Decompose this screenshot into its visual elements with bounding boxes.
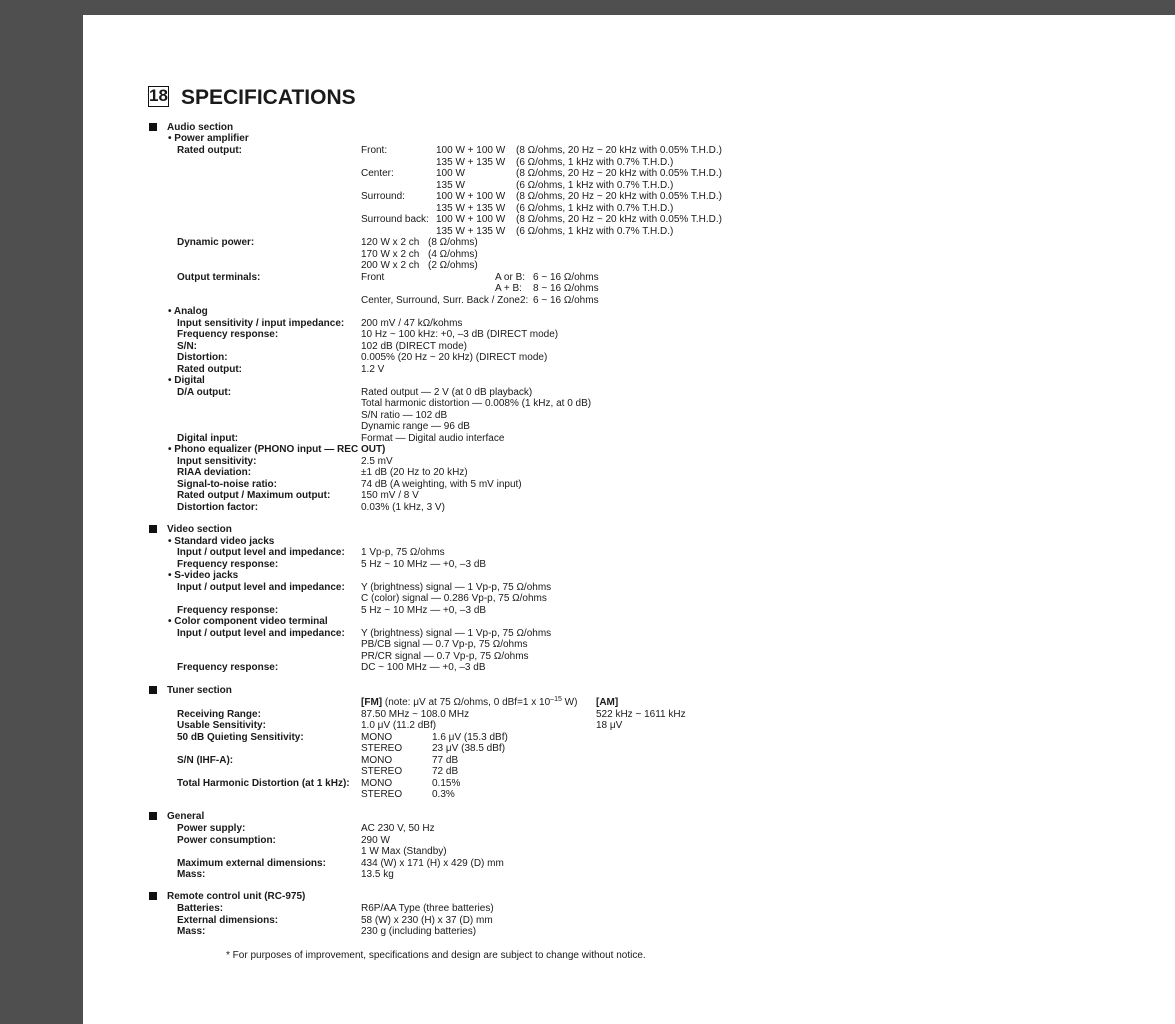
video-section-heading: Video section: [167, 524, 232, 535]
power-value: 100 W: [436, 168, 465, 179]
dynamic-power-value: 200 W x 2 ch: [361, 260, 420, 271]
condition-text: (6 Ω/ohms, 1 kHz with 0.7% T.H.D.): [516, 203, 674, 214]
mode-value: 23 μV (38.5 dBf): [432, 743, 506, 754]
power-value: 135 W + 135 W: [436, 157, 506, 168]
power-value: 100 W + 100 W: [436, 191, 506, 202]
spec-value: Y (brightness) signal — 1 Vp-p, 75 Ω/ohms: [361, 582, 552, 593]
spec-label: Total Harmonic Distortion (at 1 kHz):: [177, 778, 350, 789]
am-tag: [AM]: [596, 697, 619, 708]
spec-label: S/N (IHF-A):: [177, 755, 234, 766]
fm-note: (note: μV at 75 Ω/ohms, 0 dBf=1 x 10: [384, 697, 551, 708]
spec-value: 0.005% (20 Hz ~ 20 kHz) (DIRECT mode): [361, 352, 548, 363]
condition-text: (6 Ω/ohms, 1 kHz with 0.7% T.H.D.): [516, 157, 674, 168]
mode-value: 0.15%: [432, 778, 461, 789]
mode-label: MONO: [361, 755, 393, 766]
digital-heading: • Digital: [168, 375, 205, 386]
spec-value: R6P/AA Type (three batteries): [361, 903, 494, 914]
section-number-box: 18: [149, 86, 168, 105]
dynamic-power-condition: (8 Ω/ohms): [428, 237, 478, 248]
condition-text: (8 Ω/ohms, 20 Hz ~ 20 kHz with 0.05% T.H.D.): [516, 191, 722, 202]
section-bullet-square: [149, 123, 157, 131]
spec-value: 434 (W) x 171 (H) x 429 (D) mm: [361, 858, 504, 869]
spec-label: Frequency response:: [177, 662, 279, 673]
page-title: SPECIFICATIONS: [181, 86, 356, 109]
spec-value: 58 (W) x 230 (H) x 37 (D) mm: [361, 915, 493, 926]
power-value: 100 W + 100 W: [436, 145, 506, 156]
footnote: * For purposes of improvement, specifications and design are subject to change without notice.: [226, 950, 646, 961]
spec-value: AC 230 V, 50 Hz: [361, 823, 435, 834]
aplusb-label: A + B:: [495, 283, 522, 294]
spec-label: Distortion factor:: [177, 502, 259, 513]
spec-value: 5 Hz ~ 10 MHz — +0, –3 dB: [361, 605, 487, 616]
mode-label: STEREO: [361, 743, 403, 754]
spec-value: 1 W Max (Standby): [361, 846, 447, 857]
dynamic-power-value: 120 W x 2 ch: [361, 237, 420, 248]
other-channels-value: 6 ~ 16 Ω/ohms: [533, 295, 599, 306]
mode-value: 0.3%: [432, 789, 455, 800]
da-output-value: Rated output — 2 V (at 0 dB playback): [361, 387, 533, 398]
spec-label: External dimensions:: [177, 915, 279, 926]
tuner-section-heading: Tuner section: [167, 685, 232, 696]
mode-label: STEREO: [361, 789, 403, 800]
ab-value: 6 ~ 16 Ω/ohms: [533, 272, 599, 283]
power-amplifier-heading: • Power amplifier: [168, 133, 249, 144]
spec-label: Signal-to-noise ratio:: [177, 479, 277, 490]
condition-text: (8 Ω/ohms, 20 Hz ~ 20 kHz with 0.05% T.H.D.): [516, 145, 722, 156]
spec-value: 150 mV / 8 V: [361, 490, 419, 501]
spec-label: Batteries:: [177, 903, 224, 914]
s-video-heading: • S-video jacks: [168, 570, 239, 581]
spec-label: Maximum external dimensions:: [177, 858, 326, 869]
spec-value: 10 Hz ~ 100 kHz: +0, –3 dB (DIRECT mode): [361, 329, 559, 340]
spec-value: ±1 dB (20 Hz to 20 kHz): [361, 467, 468, 478]
channel-label: Front:: [361, 145, 388, 156]
fm-value: 1.0 μV (11.2 dBf): [361, 720, 437, 731]
spec-value: 102 dB (DIRECT mode): [361, 341, 467, 352]
spec-label: Frequency response:: [177, 559, 279, 570]
spec-value: PB/CB signal — 0.7 Vp-p, 75 Ω/ohms: [361, 639, 528, 650]
audio-section-heading: Audio section: [167, 122, 234, 133]
spec-label: Input / output level and impedance:: [177, 547, 345, 558]
da-output-value: Dynamic range — 96 dB: [361, 421, 470, 432]
power-value: 100 W + 100 W: [436, 214, 506, 225]
digital-input-label: Digital input:: [177, 433, 239, 444]
spec-label: Power supply:: [177, 823, 246, 834]
power-value: 135 W + 135 W: [436, 203, 506, 214]
spec-label: Mass:: [177, 926, 206, 937]
spec-value: 1 Vp-p, 75 Ω/ohms: [361, 547, 445, 558]
spec-value: 13.5 kg: [361, 869, 394, 880]
channel-label: Surround back:: [361, 214, 429, 225]
da-output-label: D/A output:: [177, 387, 232, 398]
analog-heading: • Analog: [168, 306, 208, 317]
spec-label: 50 dB Quieting Sensitivity:: [177, 732, 304, 743]
condition-text: (6 Ω/ohms, 1 kHz with 0.7% T.H.D.): [516, 226, 674, 237]
power-value: 135 W: [436, 180, 465, 191]
spec-label: RIAA deviation:: [177, 467, 252, 478]
remote-section-heading: Remote control unit (RC-975): [167, 891, 306, 902]
spec-label: Distortion:: [177, 352, 228, 363]
condition-text: (8 Ω/ohms, 20 Hz ~ 20 kHz with 0.05% T.H.D.): [516, 214, 722, 225]
spec-label: Usable Sensitivity:: [177, 720, 266, 731]
ab-label: A or B:: [495, 272, 526, 283]
am-value: 522 kHz ~ 1611 kHz: [596, 709, 686, 720]
fm-value: 87.50 MHz ~ 108.0 MHz: [361, 709, 470, 720]
spec-value: 1.2 V: [361, 364, 385, 375]
channel-label: Center:: [361, 168, 394, 179]
fm-header: [361, 697, 577, 708]
spec-label: Mass:: [177, 869, 206, 880]
da-output-value: Total harmonic distortion — 0.008% (1 kHz, at 0 dB): [361, 398, 592, 409]
power-value: 135 W + 135 W: [436, 226, 506, 237]
mode-value: 1.6 μV (15.3 dBf): [432, 732, 508, 743]
da-output-value: S/N ratio — 102 dB: [361, 410, 448, 421]
channel-label: Surround:: [361, 191, 405, 202]
mode-label: STEREO: [361, 766, 403, 777]
dynamic-power-condition: (4 Ω/ohms): [428, 249, 478, 260]
spec-value: Y (brightness) signal — 1 Vp-p, 75 Ω/ohms: [361, 628, 552, 639]
other-channels-label: Center, Surround, Surr. Back / Zone2:: [361, 295, 529, 306]
dynamic-power-value: 170 W x 2 ch: [361, 249, 420, 260]
section-bullet-square: [149, 686, 157, 694]
front-label: Front: [361, 272, 385, 283]
fm-note-end: W): [561, 697, 578, 708]
condition-text: (6 Ω/ohms, 1 kHz with 0.7% T.H.D.): [516, 180, 674, 191]
dynamic-power-condition: (2 Ω/ohms): [428, 260, 478, 271]
mode-label: MONO: [361, 778, 393, 789]
phono-heading: • Phono equalizer (PHONO input — REC OUT): [168, 444, 386, 455]
spec-value: 290 W: [361, 835, 390, 846]
spec-value: 200 mV / 47 kΩ/kohms: [361, 318, 463, 329]
spec-value: 230 g (including batteries): [361, 926, 477, 937]
mode-value: 72 dB: [432, 766, 459, 777]
fm-tag: [FM]: [361, 697, 383, 708]
spec-value: DC ~ 100 MHz — +0, –3 dB: [361, 662, 486, 673]
spec-label: Input sensitivity / input impedance:: [177, 318, 345, 329]
component-video-heading: • Color component video terminal: [168, 616, 328, 627]
section-bullet-square: [149, 525, 157, 533]
fm-note-exponent: –15: [550, 696, 562, 703]
spec-value: 74 dB (A weighting, with 5 mV input): [361, 479, 522, 490]
section-bullet-square: [149, 892, 157, 900]
spec-label: Power consumption:: [177, 835, 276, 846]
dynamic-power-label: Dynamic power:: [177, 237, 255, 248]
spec-label: Frequency response:: [177, 605, 279, 616]
spec-value: PR/CR signal — 0.7 Vp-p, 75 Ω/ohms: [361, 651, 529, 662]
spec-label: Input / output level and impedance:: [177, 628, 345, 639]
am-value: 18 μV: [596, 720, 623, 731]
general-section-heading: General: [167, 811, 205, 822]
spec-label: Rated output:: [177, 364, 242, 375]
spec-label: Frequency response:: [177, 329, 279, 340]
spec-label: S/N:: [177, 341, 197, 352]
spec-label: Rated output / Maximum output:: [177, 490, 331, 501]
spec-value: 2.5 mV: [361, 456, 393, 467]
spec-value: C (color) signal — 0.286 Vp-p, 75 Ω/ohms: [361, 593, 547, 604]
spec-label: Input sensitivity:: [177, 456, 257, 467]
spec-value: 5 Hz ~ 10 MHz — +0, –3 dB: [361, 559, 487, 570]
output-terminals-label: Output terminals:: [177, 272, 261, 283]
mode-value: 77 dB: [432, 755, 459, 766]
section-bullet-square: [149, 812, 157, 820]
standard-video-heading: • Standard video jacks: [168, 536, 275, 547]
mode-label: MONO: [361, 732, 393, 743]
condition-text: (8 Ω/ohms, 20 Hz ~ 20 kHz with 0.05% T.H.D.): [516, 168, 722, 179]
spec-label: Input / output level and impedance:: [177, 582, 345, 593]
spec-value: 0.03% (1 kHz, 3 V): [361, 502, 445, 513]
rated-output-label: Rated output:: [177, 145, 242, 156]
spec-label: Receiving Range:: [177, 709, 261, 720]
digital-input-value: Format — Digital audio interface: [361, 433, 505, 444]
aplusb-value: 8 ~ 16 Ω/ohms: [533, 283, 599, 294]
